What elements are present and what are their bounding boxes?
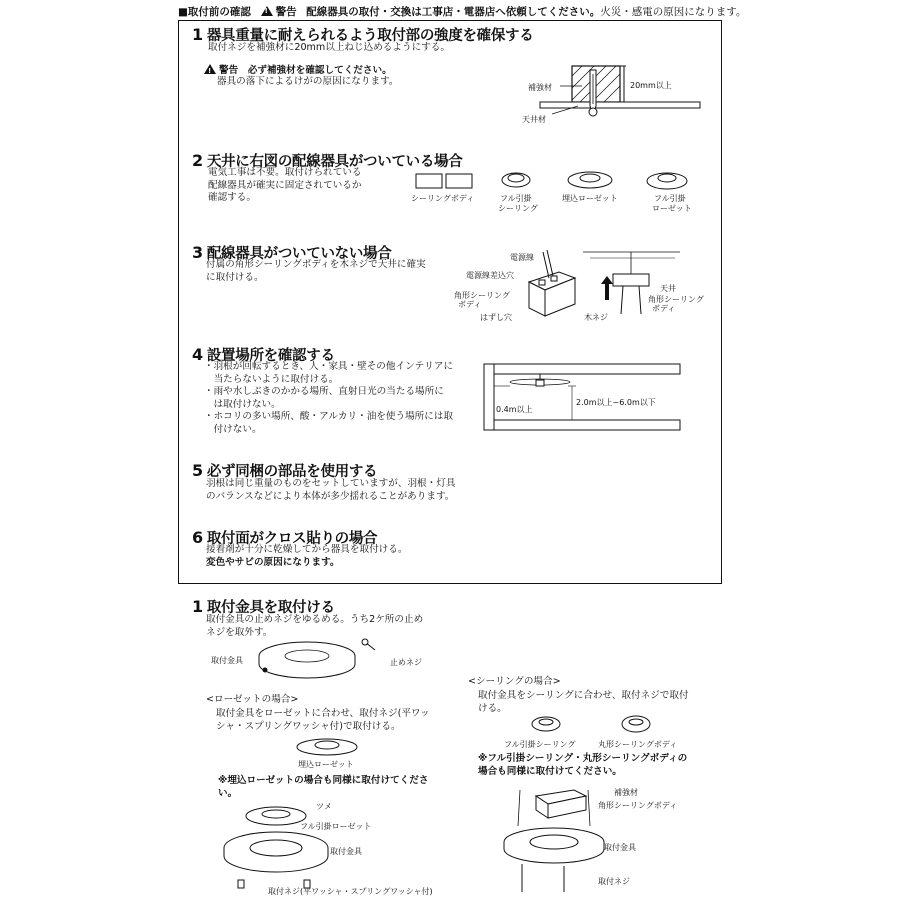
s5-line: 羽根は同じ重量のものをセットしていますが、羽根・灯具	[206, 478, 456, 489]
fixture-rosette: ローゼット	[652, 204, 692, 213]
header-warning-text: 配線器具の取付・交換は工事店・電器店へ依頼してください。	[306, 6, 601, 18]
s3-label-screw: 木ネジ	[584, 313, 608, 322]
step1-label-bracket: 取付金具	[211, 656, 243, 665]
ceiling-line: ける。	[478, 702, 507, 714]
s1-label-ceiling: 天井材	[522, 115, 546, 124]
rosette-fig-label: 埋込ローゼット	[298, 760, 354, 769]
ceiling-fixture-full: フル引掛シーリング	[504, 740, 576, 749]
step1-number: 1	[192, 597, 203, 616]
s1-text: 取付ネジを補強材に20mm以上ねじ込めるようにする。	[208, 42, 450, 53]
s2-number: 2	[192, 151, 203, 170]
s5-title-text: 必ず同梱の部品を使用する	[206, 464, 378, 480]
rosette-note-line: い。	[218, 787, 238, 799]
s6-text: 接着剤が十分に乾燥してから器具を取付ける。	[206, 544, 408, 555]
rosette-label-screw: 取付ネジ(平ワッシャ・スプリングワッシャ付)	[268, 887, 433, 896]
rosette-line: シャ・スプリングワッシャ付)で取付ける。	[216, 720, 401, 732]
ceiling-fixture-round: 丸形シーリングボディ	[598, 740, 678, 749]
s3-line: に取付ける。	[206, 271, 264, 283]
s4-bullet: は取付けない。	[204, 398, 281, 410]
page-header	[178, 4, 746, 19]
warning-icon	[204, 64, 216, 74]
rosette-note	[218, 775, 428, 800]
ceiling-reinforcement-diagram	[540, 64, 700, 130]
s5-text	[206, 478, 455, 503]
fixture-full-hook2: フル引掛	[654, 194, 686, 203]
s2-title-text: 天井に右図の配線器具がついている場合	[206, 154, 463, 170]
s4-bullet: ・ホコリの多い場所、酸・アルカリ・油を使う場所には取	[204, 411, 454, 423]
s4-bullet: ・雨や水しぶきのかかる場所、直射日光の当たる場所に	[204, 386, 444, 398]
rosette-heading: <ローゼットの場合>	[206, 694, 299, 705]
s3-label-ceiling: 天井	[660, 284, 676, 293]
ceiling-note-line: ※フル引掛シーリング・丸形シーリングボディの	[478, 753, 688, 764]
ceiling-fixtures-illustration	[518, 712, 668, 736]
s6-title-text: 取付面がクロス貼りの場合	[206, 531, 378, 547]
s4-bullets	[204, 361, 453, 437]
rosette-label-bracket: 取付金具	[330, 847, 362, 856]
s4-label-height: 2.0m以上~6.0m以下	[576, 398, 656, 407]
s4-title-text: 設置場所を確認する	[206, 348, 335, 364]
s6-note: 変色やサビの原因になります。	[206, 557, 340, 568]
fixture-ceiling-body: シーリングボディ	[411, 194, 475, 203]
s3-label-body-r2: ボディ	[652, 304, 676, 313]
rosette-note-line: ※埋込ローゼットの場合も同様に取付けてくださ	[218, 775, 429, 786]
s5-number: 5	[192, 461, 203, 480]
s3-line: 付属の角形シーリングボディを木ネジで天井に確実	[206, 259, 426, 270]
s1-label-reinforcement: 補強材	[528, 83, 552, 92]
square-ceiling-body-diagram	[515, 244, 715, 334]
step1-line: ネジを取外す。	[206, 626, 273, 638]
ceiling-heading: <シーリングの場合>	[468, 676, 561, 687]
s1-warning-sub: 器具の落下によるけがの原因になります。	[217, 76, 399, 87]
rosette-text	[216, 708, 430, 733]
s1-warning-label: 警告	[219, 65, 239, 76]
header-title: ■取付前の確認	[178, 6, 251, 18]
ceiling-label-bracket: 取付金具	[604, 843, 636, 852]
s2-text	[208, 167, 362, 205]
step1-title-text: 取付金具を取付ける	[206, 600, 335, 616]
ceiling-label-body: 角形シーリングボディ	[598, 801, 678, 810]
s3-label-release: はずし穴	[480, 313, 512, 322]
s4-bullet: ・羽根が回転するとき、人・家具・壁その他インテリアに	[204, 361, 454, 372]
fixture-ceiling: シーリング	[498, 204, 538, 213]
s4-label-clearance: 0.4m以上	[496, 405, 533, 414]
rosette-assembly-illustration	[220, 800, 330, 896]
ceiling-assembly-illustration	[500, 786, 610, 896]
header-warning-tail: 火災・感電の原因になります。	[600, 6, 747, 18]
rosette-label-claw: ツメ	[316, 802, 332, 811]
step1-line: 取付金具の止めネジをゆるめる。うち2ケ所の止め	[206, 614, 424, 625]
s2-line: 電気工事は不要。取付けられている	[208, 167, 362, 178]
s4-bullet: 付けない。	[204, 423, 262, 435]
s3-label-wire-hole: 電源線差込穴	[466, 271, 514, 280]
ceiling-line: 取付金具をシーリングに合わせ、取付ネジで取付	[478, 690, 689, 701]
s6-number: 6	[192, 528, 203, 547]
s3-label-body2: ボディ	[458, 300, 482, 309]
s3-title-text: 配線器具がついていない場合	[206, 246, 392, 262]
ceiling-label-reinforcement: 補強材	[614, 788, 638, 797]
s5-line: のバランスなどにより本体が多少揺れることがあります。	[206, 490, 455, 502]
rosette-line: 取付金具をローゼットに合わせ、取付ネジ(平ワッ	[216, 708, 430, 719]
mounting-bracket-illustration	[255, 636, 385, 686]
s3-label-wire: 電源線	[510, 253, 534, 262]
header-warning-label: 警告	[275, 6, 297, 18]
s1-title-text: 器具重量に耐えられるよう取付部の強度を確保する	[206, 28, 534, 44]
embedded-rosette-illustration	[292, 735, 362, 757]
s3-text	[206, 259, 426, 284]
s1-number: 1	[192, 25, 203, 44]
s1-warning-text: 必ず補強材を確認してください。	[247, 65, 392, 76]
ceiling-label-screw: 取付ネジ	[598, 877, 630, 886]
s2-line: 確認する。	[208, 192, 256, 204]
fixture-full-hook: フル引掛	[500, 194, 532, 203]
fixture-embedded-rosette: 埋込ローゼット	[562, 194, 618, 203]
ceiling-note-line: 場合も同様に取付けてください。	[478, 765, 622, 777]
s4-number: 4	[192, 345, 203, 364]
fixtures-illustration	[412, 168, 702, 192]
s4-bullet: 当たらないように取付ける。	[204, 373, 339, 385]
warning-icon	[261, 6, 273, 16]
rosette-label-full: フル引掛ローゼット	[300, 822, 372, 831]
s1-label-depth: 20mm以上	[630, 81, 672, 90]
s3-label-body-r: 角形シーリング	[648, 295, 704, 304]
s3-number: 3	[192, 243, 203, 262]
step1-label-stop-screw: 止めネジ	[390, 658, 422, 667]
s2-line: 配線器具が確実に固定されているか	[208, 179, 362, 191]
s3-label-body: 角形シーリング	[454, 291, 510, 300]
ceiling-note	[478, 753, 687, 778]
